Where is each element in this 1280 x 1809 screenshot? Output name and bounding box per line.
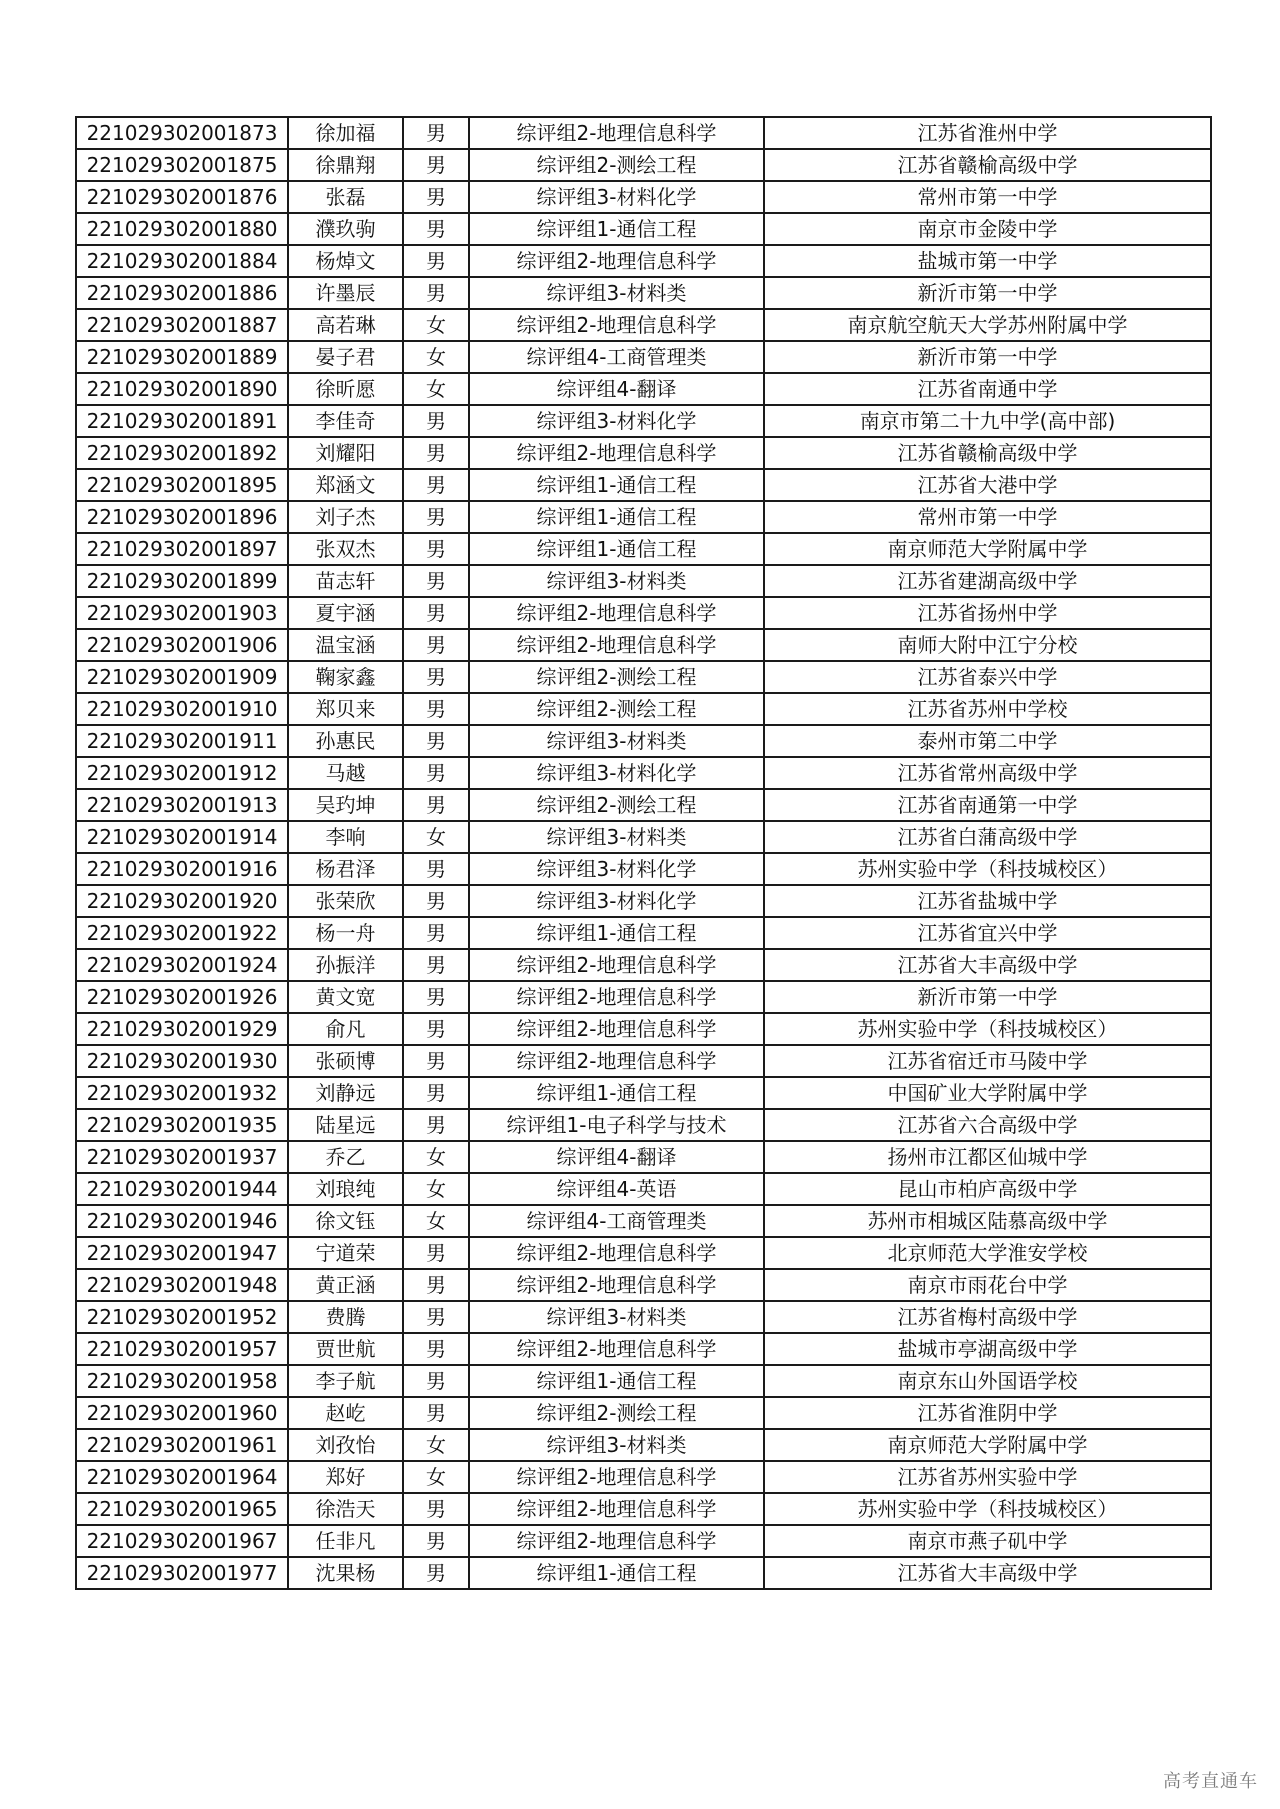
school-cell: 扬州市江都区仙城中学 xyxy=(764,1141,1211,1173)
admission-list-table xyxy=(75,116,1212,1590)
table-row xyxy=(76,533,1211,565)
gender-cell: 男 xyxy=(403,1301,469,1333)
candidate-id-cell: 221029302001937 xyxy=(76,1141,288,1173)
name-cell: 孙振洋 xyxy=(288,949,403,981)
gender-cell: 男 xyxy=(403,853,469,885)
school-cell: 苏州市相城区陆慕高级中学 xyxy=(764,1205,1211,1237)
table-row xyxy=(76,1301,1211,1333)
name-cell: 夏宇涵 xyxy=(288,597,403,629)
major-group-cell: 综评组2-测绘工程 xyxy=(469,1397,764,1429)
table-row xyxy=(76,949,1211,981)
admission-list-body xyxy=(76,117,1211,1589)
major-group-cell: 综评组2-地理信息科学 xyxy=(469,629,764,661)
school-cell: 苏州实验中学（科技城校区） xyxy=(764,1013,1211,1045)
school-cell: 苏州实验中学（科技城校区） xyxy=(764,1493,1211,1525)
school-cell: 盐城市亭湖高级中学 xyxy=(764,1333,1211,1365)
table-row xyxy=(76,1109,1211,1141)
name-cell: 李佳奇 xyxy=(288,405,403,437)
school-cell: 江苏省大丰高级中学 xyxy=(764,949,1211,981)
name-cell: 宁道荣 xyxy=(288,1237,403,1269)
gender-cell: 女 xyxy=(403,1173,469,1205)
major-group-cell: 综评组1-通信工程 xyxy=(469,1365,764,1397)
table-row xyxy=(76,821,1211,853)
major-group-cell: 综评组2-地理信息科学 xyxy=(469,437,764,469)
name-cell: 郑贝来 xyxy=(288,693,403,725)
candidate-id-cell: 221029302001916 xyxy=(76,853,288,885)
name-cell: 徐文钰 xyxy=(288,1205,403,1237)
gender-cell: 男 xyxy=(403,1077,469,1109)
major-group-cell: 综评组3-材料类 xyxy=(469,1429,764,1461)
name-cell: 李子航 xyxy=(288,1365,403,1397)
school-cell: 江苏省宜兴中学 xyxy=(764,917,1211,949)
major-group-cell: 综评组4-翻译 xyxy=(469,373,764,405)
table-row xyxy=(76,917,1211,949)
name-cell: 吴玓坤 xyxy=(288,789,403,821)
table-row xyxy=(76,789,1211,821)
table-row xyxy=(76,437,1211,469)
school-cell: 南京东山外国语学校 xyxy=(764,1365,1211,1397)
major-group-cell: 综评组1-通信工程 xyxy=(469,501,764,533)
name-cell: 俞凡 xyxy=(288,1013,403,1045)
candidate-id-cell: 221029302001896 xyxy=(76,501,288,533)
gender-cell: 男 xyxy=(403,725,469,757)
name-cell: 刘静远 xyxy=(288,1077,403,1109)
major-group-cell: 综评组4-翻译 xyxy=(469,1141,764,1173)
major-group-cell: 综评组2-地理信息科学 xyxy=(469,981,764,1013)
name-cell: 杨一舟 xyxy=(288,917,403,949)
candidate-id-cell: 221029302001895 xyxy=(76,469,288,501)
table-row xyxy=(76,1237,1211,1269)
school-cell: 南京市燕子矶中学 xyxy=(764,1525,1211,1557)
table-row xyxy=(76,1045,1211,1077)
candidate-id-cell: 221029302001964 xyxy=(76,1461,288,1493)
candidate-id-cell: 221029302001911 xyxy=(76,725,288,757)
school-cell: 江苏省南通中学 xyxy=(764,373,1211,405)
gender-cell: 男 xyxy=(403,213,469,245)
name-cell: 徐昕愿 xyxy=(288,373,403,405)
school-cell: 北京师范大学淮安学校 xyxy=(764,1237,1211,1269)
major-group-cell: 综评组2-地理信息科学 xyxy=(469,1013,764,1045)
gender-cell: 男 xyxy=(403,885,469,917)
table-row xyxy=(76,149,1211,181)
major-group-cell: 综评组2-测绘工程 xyxy=(469,149,764,181)
candidate-id-cell: 221029302001926 xyxy=(76,981,288,1013)
candidate-id-cell: 221029302001932 xyxy=(76,1077,288,1109)
name-cell: 张双杰 xyxy=(288,533,403,565)
major-group-cell: 综评组2-地理信息科学 xyxy=(469,1461,764,1493)
table-row xyxy=(76,341,1211,373)
gender-cell: 男 xyxy=(403,1557,469,1589)
table-row xyxy=(76,1525,1211,1557)
name-cell: 黄正涵 xyxy=(288,1269,403,1301)
candidate-id-cell: 221029302001922 xyxy=(76,917,288,949)
major-group-cell: 综评组4-工商管理类 xyxy=(469,341,764,373)
candidate-id-cell: 221029302001957 xyxy=(76,1333,288,1365)
school-cell: 常州市第一中学 xyxy=(764,501,1211,533)
candidate-id-cell: 221029302001909 xyxy=(76,661,288,693)
candidate-id-cell: 221029302001912 xyxy=(76,757,288,789)
gender-cell: 女 xyxy=(403,309,469,341)
candidate-id-cell: 221029302001961 xyxy=(76,1429,288,1461)
name-cell: 任非凡 xyxy=(288,1525,403,1557)
school-cell: 江苏省淮州中学 xyxy=(764,117,1211,149)
school-cell: 南京师范大学附属中学 xyxy=(764,533,1211,565)
gender-cell: 女 xyxy=(403,1429,469,1461)
school-cell: 江苏省常州高级中学 xyxy=(764,757,1211,789)
school-cell: 苏州实验中学（科技城校区） xyxy=(764,853,1211,885)
table-row xyxy=(76,757,1211,789)
table-row xyxy=(76,725,1211,757)
table-row xyxy=(76,885,1211,917)
table-row xyxy=(76,469,1211,501)
name-cell: 张磊 xyxy=(288,181,403,213)
name-cell: 孙惠民 xyxy=(288,725,403,757)
candidate-id-cell: 221029302001892 xyxy=(76,437,288,469)
gender-cell: 男 xyxy=(403,693,469,725)
major-group-cell: 综评组4-英语 xyxy=(469,1173,764,1205)
name-cell: 杨君泽 xyxy=(288,853,403,885)
candidate-id-cell: 221029302001875 xyxy=(76,149,288,181)
name-cell: 张硕博 xyxy=(288,1045,403,1077)
name-cell: 温宝涵 xyxy=(288,629,403,661)
candidate-id-cell: 221029302001929 xyxy=(76,1013,288,1045)
name-cell: 黄文宽 xyxy=(288,981,403,1013)
major-group-cell: 综评组4-工商管理类 xyxy=(469,1205,764,1237)
name-cell: 徐加福 xyxy=(288,117,403,149)
candidate-id-cell: 221029302001903 xyxy=(76,597,288,629)
school-cell: 江苏省盐城中学 xyxy=(764,885,1211,917)
major-group-cell: 综评组2-地理信息科学 xyxy=(469,117,764,149)
school-cell: 江苏省淮阴中学 xyxy=(764,1397,1211,1429)
major-group-cell: 综评组2-地理信息科学 xyxy=(469,1493,764,1525)
table-row xyxy=(76,373,1211,405)
major-group-cell: 综评组3-材料类 xyxy=(469,277,764,309)
major-group-cell: 综评组2-地理信息科学 xyxy=(469,597,764,629)
table-row xyxy=(76,693,1211,725)
table-row xyxy=(76,309,1211,341)
gender-cell: 男 xyxy=(403,1269,469,1301)
gender-cell: 男 xyxy=(403,1013,469,1045)
name-cell: 费腾 xyxy=(288,1301,403,1333)
candidate-id-cell: 221029302001977 xyxy=(76,1557,288,1589)
candidate-id-cell: 221029302001948 xyxy=(76,1269,288,1301)
candidate-id-cell: 221029302001913 xyxy=(76,789,288,821)
gender-cell: 女 xyxy=(403,1141,469,1173)
major-group-cell: 综评组3-材料化学 xyxy=(469,405,764,437)
major-group-cell: 综评组3-材料类 xyxy=(469,1301,764,1333)
gender-cell: 男 xyxy=(403,917,469,949)
table-row xyxy=(76,597,1211,629)
name-cell: 陆星远 xyxy=(288,1109,403,1141)
table-row xyxy=(76,181,1211,213)
major-group-cell: 综评组2-地理信息科学 xyxy=(469,245,764,277)
major-group-cell: 综评组2-地理信息科学 xyxy=(469,1269,764,1301)
major-group-cell: 综评组2-地理信息科学 xyxy=(469,1045,764,1077)
school-cell: 江苏省宿迁市马陵中学 xyxy=(764,1045,1211,1077)
table-row xyxy=(76,1205,1211,1237)
gender-cell: 男 xyxy=(403,661,469,693)
candidate-id-cell: 221029302001946 xyxy=(76,1205,288,1237)
candidate-id-cell: 221029302001958 xyxy=(76,1365,288,1397)
gender-cell: 男 xyxy=(403,1333,469,1365)
table-row xyxy=(76,1013,1211,1045)
school-cell: 江苏省苏州中学校 xyxy=(764,693,1211,725)
candidate-id-cell: 221029302001920 xyxy=(76,885,288,917)
major-group-cell: 综评组1-通信工程 xyxy=(469,469,764,501)
school-cell: 新沂市第一中学 xyxy=(764,277,1211,309)
gender-cell: 男 xyxy=(403,245,469,277)
gender-cell: 男 xyxy=(403,181,469,213)
candidate-id-cell: 221029302001947 xyxy=(76,1237,288,1269)
table-row xyxy=(76,245,1211,277)
candidate-id-cell: 221029302001889 xyxy=(76,341,288,373)
gender-cell: 男 xyxy=(403,1525,469,1557)
major-group-cell: 综评组1-通信工程 xyxy=(469,1077,764,1109)
major-group-cell: 综评组3-材料化学 xyxy=(469,885,764,917)
table-row xyxy=(76,405,1211,437)
candidate-id-cell: 221029302001967 xyxy=(76,1525,288,1557)
candidate-id-cell: 221029302001890 xyxy=(76,373,288,405)
major-group-cell: 综评组2-地理信息科学 xyxy=(469,949,764,981)
candidate-id-cell: 221029302001886 xyxy=(76,277,288,309)
school-cell: 南京市雨花台中学 xyxy=(764,1269,1211,1301)
gender-cell: 男 xyxy=(403,1045,469,1077)
table-row xyxy=(76,1429,1211,1461)
gender-cell: 男 xyxy=(403,789,469,821)
name-cell: 张荣欣 xyxy=(288,885,403,917)
gender-cell: 男 xyxy=(403,277,469,309)
gender-cell: 男 xyxy=(403,629,469,661)
name-cell: 郑好 xyxy=(288,1461,403,1493)
school-cell: 南师大附中江宁分校 xyxy=(764,629,1211,661)
name-cell: 沈果杨 xyxy=(288,1557,403,1589)
gender-cell: 男 xyxy=(403,501,469,533)
major-group-cell: 综评组3-材料类 xyxy=(469,821,764,853)
name-cell: 刘子杰 xyxy=(288,501,403,533)
gender-cell: 女 xyxy=(403,1461,469,1493)
candidate-id-cell: 221029302001935 xyxy=(76,1109,288,1141)
table-row xyxy=(76,1333,1211,1365)
table-row xyxy=(76,1077,1211,1109)
table-row xyxy=(76,501,1211,533)
table-row xyxy=(76,213,1211,245)
gender-cell: 男 xyxy=(403,981,469,1013)
major-group-cell: 综评组1-通信工程 xyxy=(469,1557,764,1589)
name-cell: 苗志轩 xyxy=(288,565,403,597)
major-group-cell: 综评组2-地理信息科学 xyxy=(469,1333,764,1365)
school-cell: 新沂市第一中学 xyxy=(764,981,1211,1013)
gender-cell: 男 xyxy=(403,405,469,437)
candidate-id-cell: 221029302001891 xyxy=(76,405,288,437)
name-cell: 李响 xyxy=(288,821,403,853)
table-row xyxy=(76,565,1211,597)
major-group-cell: 综评组2-地理信息科学 xyxy=(469,1525,764,1557)
name-cell: 刘耀阳 xyxy=(288,437,403,469)
name-cell: 赵屹 xyxy=(288,1397,403,1429)
table-row xyxy=(76,1141,1211,1173)
name-cell: 郑涵文 xyxy=(288,469,403,501)
gender-cell: 男 xyxy=(403,1493,469,1525)
school-cell: 江苏省苏州实验中学 xyxy=(764,1461,1211,1493)
name-cell: 徐浩天 xyxy=(288,1493,403,1525)
table-row xyxy=(76,853,1211,885)
name-cell: 徐鼎翔 xyxy=(288,149,403,181)
gender-cell: 男 xyxy=(403,149,469,181)
school-cell: 江苏省大丰高级中学 xyxy=(764,1557,1211,1589)
table-row xyxy=(76,1269,1211,1301)
table-row xyxy=(76,1173,1211,1205)
gender-cell: 男 xyxy=(403,1397,469,1429)
major-group-cell: 综评组1-通信工程 xyxy=(469,533,764,565)
school-cell: 江苏省南通第一中学 xyxy=(764,789,1211,821)
gender-cell: 男 xyxy=(403,1109,469,1141)
school-cell: 盐城市第一中学 xyxy=(764,245,1211,277)
table-row xyxy=(76,629,1211,661)
gender-cell: 男 xyxy=(403,949,469,981)
school-cell: 江苏省建湖高级中学 xyxy=(764,565,1211,597)
school-cell: 南京师范大学附属中学 xyxy=(764,1429,1211,1461)
school-cell: 江苏省扬州中学 xyxy=(764,597,1211,629)
major-group-cell: 综评组1-电子科学与技术 xyxy=(469,1109,764,1141)
school-cell: 常州市第一中学 xyxy=(764,181,1211,213)
gender-cell: 男 xyxy=(403,757,469,789)
table-row xyxy=(76,1461,1211,1493)
name-cell: 高若琳 xyxy=(288,309,403,341)
candidate-id-cell: 221029302001884 xyxy=(76,245,288,277)
name-cell: 鞠家鑫 xyxy=(288,661,403,693)
table-row xyxy=(76,117,1211,149)
table-row xyxy=(76,981,1211,1013)
candidate-id-cell: 221029302001876 xyxy=(76,181,288,213)
major-group-cell: 综评组3-材料化学 xyxy=(469,853,764,885)
gender-cell: 男 xyxy=(403,565,469,597)
gender-cell: 女 xyxy=(403,341,469,373)
major-group-cell: 综评组1-通信工程 xyxy=(469,213,764,245)
major-group-cell: 综评组2-测绘工程 xyxy=(469,693,764,725)
candidate-id-cell: 221029302001952 xyxy=(76,1301,288,1333)
candidate-id-cell: 221029302001914 xyxy=(76,821,288,853)
school-cell: 江苏省大港中学 xyxy=(764,469,1211,501)
table-row xyxy=(76,1493,1211,1525)
watermark-text: 高考直通车 xyxy=(1163,1771,1258,1792)
table-row xyxy=(76,1397,1211,1429)
candidate-id-cell: 221029302001887 xyxy=(76,309,288,341)
school-cell: 江苏省赣榆高级中学 xyxy=(764,437,1211,469)
school-cell: 南京市金陵中学 xyxy=(764,213,1211,245)
name-cell: 马越 xyxy=(288,757,403,789)
candidate-id-cell: 221029302001910 xyxy=(76,693,288,725)
gender-cell: 男 xyxy=(403,469,469,501)
gender-cell: 男 xyxy=(403,1365,469,1397)
candidate-id-cell: 221029302001880 xyxy=(76,213,288,245)
table-row xyxy=(76,1365,1211,1397)
school-cell: 南京航空航天大学苏州附属中学 xyxy=(764,309,1211,341)
name-cell: 乔乙 xyxy=(288,1141,403,1173)
major-group-cell: 综评组3-材料化学 xyxy=(469,181,764,213)
school-cell: 昆山市柏庐高级中学 xyxy=(764,1173,1211,1205)
major-group-cell: 综评组3-材料类 xyxy=(469,725,764,757)
table-row xyxy=(76,661,1211,693)
table-row xyxy=(76,1557,1211,1589)
candidate-id-cell: 221029302001965 xyxy=(76,1493,288,1525)
name-cell: 濮玖驹 xyxy=(288,213,403,245)
major-group-cell: 综评组3-材料化学 xyxy=(469,757,764,789)
major-group-cell: 综评组2-地理信息科学 xyxy=(469,1237,764,1269)
candidate-id-cell: 221029302001930 xyxy=(76,1045,288,1077)
major-group-cell: 综评组3-材料类 xyxy=(469,565,764,597)
name-cell: 许墨辰 xyxy=(288,277,403,309)
gender-cell: 女 xyxy=(403,373,469,405)
name-cell: 刘琅纯 xyxy=(288,1173,403,1205)
school-cell: 江苏省六合高级中学 xyxy=(764,1109,1211,1141)
school-cell: 泰州市第二中学 xyxy=(764,725,1211,757)
gender-cell: 男 xyxy=(403,597,469,629)
candidate-id-cell: 221029302001906 xyxy=(76,629,288,661)
candidate-id-cell: 221029302001897 xyxy=(76,533,288,565)
school-cell: 中国矿业大学附属中学 xyxy=(764,1077,1211,1109)
candidate-id-cell: 221029302001873 xyxy=(76,117,288,149)
name-cell: 晏子君 xyxy=(288,341,403,373)
candidate-id-cell: 221029302001899 xyxy=(76,565,288,597)
gender-cell: 男 xyxy=(403,117,469,149)
gender-cell: 女 xyxy=(403,1205,469,1237)
major-group-cell: 综评组2-测绘工程 xyxy=(469,789,764,821)
gender-cell: 男 xyxy=(403,437,469,469)
table-row xyxy=(76,277,1211,309)
school-cell: 新沂市第一中学 xyxy=(764,341,1211,373)
gender-cell: 女 xyxy=(403,821,469,853)
candidate-id-cell: 221029302001944 xyxy=(76,1173,288,1205)
candidate-id-cell: 221029302001924 xyxy=(76,949,288,981)
major-group-cell: 综评组2-地理信息科学 xyxy=(469,309,764,341)
candidate-id-cell: 221029302001960 xyxy=(76,1397,288,1429)
school-cell: 江苏省泰兴中学 xyxy=(764,661,1211,693)
school-cell: 江苏省梅村高级中学 xyxy=(764,1301,1211,1333)
gender-cell: 男 xyxy=(403,533,469,565)
school-cell: 江苏省白蒲高级中学 xyxy=(764,821,1211,853)
major-group-cell: 综评组1-通信工程 xyxy=(469,917,764,949)
school-cell: 南京市第二十九中学(高中部) xyxy=(764,405,1211,437)
name-cell: 刘孜怡 xyxy=(288,1429,403,1461)
major-group-cell: 综评组2-测绘工程 xyxy=(469,661,764,693)
school-cell: 江苏省赣榆高级中学 xyxy=(764,149,1211,181)
gender-cell: 男 xyxy=(403,1237,469,1269)
name-cell: 贾世航 xyxy=(288,1333,403,1365)
name-cell: 杨焯文 xyxy=(288,245,403,277)
